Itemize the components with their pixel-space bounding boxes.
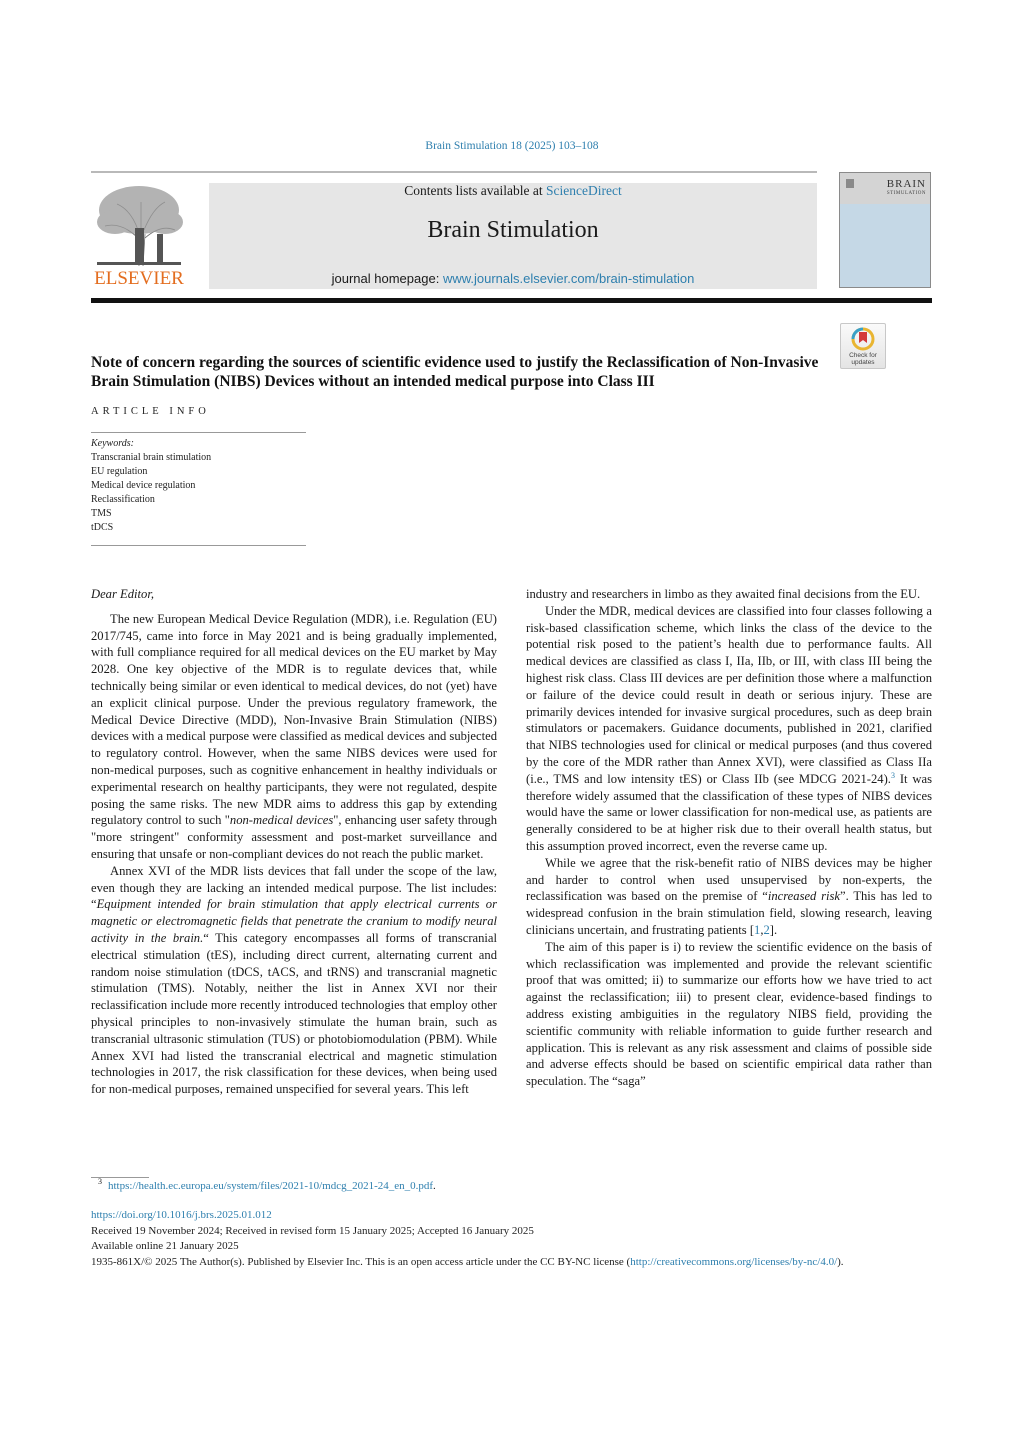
elsevier-tree-icon	[91, 182, 187, 268]
header-divider	[91, 171, 817, 173]
article-title: Note of concern regarding the sources of scientific evidence used to justify the Reclassification of Non-Invasive Brain Stimulation (NIBS) Devices without an intended medical purpose into Class III	[91, 354, 819, 390]
journal-citation-link[interactable]: Brain Stimulation 18 (2025) 103–108	[425, 140, 599, 152]
journal-cover-thumbnail[interactable]	[839, 172, 931, 288]
doi-link[interactable]: https://doi.org/10.1016/j.brs.2025.01.012	[91, 1209, 272, 1221]
paragraph: The aim of this paper is i) to review the scientific evidence on the basis of which reclassification was implemented and provide the relevant scientific proof that was omitted; ii) to summarize our efforts how we have tried to act against the reclassification; iii) to present clear, evidence-based findings to address existing ambiguities in the regulatory NIBS field, providing the scientific community with reliable information to guide further research and application. This is relevant as any risk assessment and claims of possible side and adverse effects should be based on scientific empirical data rather than speculation. The “saga”	[526, 939, 932, 1089]
cover-publisher-icon	[846, 179, 854, 188]
keywords-block	[91, 437, 211, 535]
journal-masthead	[209, 183, 817, 289]
footnote-ref-link[interactable]: 3	[890, 770, 895, 780]
journal-title: Brain Stimulation	[427, 217, 599, 243]
italic-term: non-medical devices	[229, 813, 334, 828]
journal-homepage-link[interactable]: www.journals.elsevier.com/brain-stimulation	[442, 271, 695, 286]
paragraph-text: The new European Medical Device Regulation (MDR), i.e. Regulation (EU) 2017/745, came into force in May 2021 and is being gradually implemented, with full compliance required for all medical devices on the EU market by May 2028. One key objective of the MDR is to regulate devices that, while technically being similar or even identical to medical devices, do not (yet) have an explicit clinical purpose. Under the previous regulatory framework, the Medical Device Directive (MDD), Non-Invasive Brain Stimulation (NIBS) devices with a medical purpose were classified as medical devices and subjected to regulatory control. However, when the same NIBS devices were used for non-medical purposes, such as cognitive enhancement in healthy individuals or experimental research on healthy participants, they were not regulated, despite posing the same risks. The new MDR aims to address this gap by extending regulatory control to such "	[91, 611, 497, 828]
footnote-number: 3	[98, 1177, 102, 1187]
keyword: EU regulation	[91, 466, 148, 477]
paragraph-text: It was therefore widely assumed that the classification of these types of NIBS devices would have the same or lower classification for non-medical use, as patients are generally considered to be at higher risk due to their overall health status, but this assumption proved incorrect, even the reverse came up.	[526, 771, 933, 853]
keyword: Medical device regulation	[91, 480, 196, 491]
received-dates: Received 19 November 2024; Received in revised form 15 January 2025; Accepted 16 January 2025	[91, 1224, 534, 1237]
paragraph-text: ", enhancing user safety through "more stringent" conformity assessment and post-market surveillance and ensuring that unsafe or non-compliant devices do not reach the public market.	[91, 813, 497, 861]
cover-title: BRAIN	[886, 178, 926, 190]
keyword: TMS	[91, 508, 112, 519]
crossmark-line2: updates	[851, 359, 875, 366]
paragraph-text: “ This category encompasses all forms of transcranial electrical stimulation (tES), including direct current, alternating current and random noise stimulation (tDCS, tACS, and tRNS) and transcranial magnetic stimulation (TMS). Notably, neither the list in Annex XVI nor their reclassification include more recently introduced technologies that employ other physical principles to non-invasively stimulate the human brain, such as transcranial ultrasonic stimulation (TUS) or photobiomodulation (PBM). While Annex XVI had listed the transcranial electrical and magnetic stimulation technologies in 2017, the risk classification for these devices, when being used for non-medical purposes, remained unspecified for several years. This left	[91, 930, 497, 1097]
paragraph-text: Annex XVI of the MDR lists devices that fall under the scope of the law, even though they are lacking an intended medical purpose. The list includes: “	[91, 863, 497, 912]
citation-link[interactable]: 1	[754, 922, 761, 937]
paragraph-text: ”. This has led to widespread confusion in the brain stimulation field, slowing research, leaving clinicians uncertain, and frustrating patients [	[526, 889, 933, 937]
paragraph	[91, 611, 497, 863]
masthead-divider	[91, 298, 932, 303]
crossmark-line1: Check for	[849, 352, 877, 359]
sciencedirect-link[interactable]: ScienceDirect	[546, 183, 622, 198]
license-text: 1935-861X/© 2025 The Author(s). Published by Elsevier Inc. This is an open access article under the CC BY-NC license (	[91, 1255, 631, 1268]
salutation: Dear Editor,	[91, 587, 154, 601]
article-metadata	[91, 1208, 932, 1270]
license-statement	[91, 1255, 932, 1271]
license-suffix: ).	[837, 1255, 844, 1268]
running-head[interactable]	[0, 140, 1024, 152]
paragraph-text: While we agree that the risk-benefit ratio of NIBS devices may be higher and harder to control when used unsupervised by non-experts, the reclassification was based on the premise of “	[526, 855, 932, 904]
paragraph: industry and researchers in limbo as they awaited final decisions from the EU.	[526, 587, 921, 601]
italic-term: increased risk	[767, 889, 841, 904]
check-for-updates-label	[841, 352, 885, 366]
license-link[interactable]: http://creativecommons.org/licenses/by-nc/4.0/	[630, 1255, 838, 1268]
keyword: Transcranial brain stimulation	[91, 452, 212, 463]
available-online: Available online 21 January 2025	[91, 1240, 239, 1252]
keywords-divider-bottom	[91, 545, 306, 546]
keyword: Reclassification	[91, 494, 155, 505]
italic-quote: Equipment intended for brain stimulation that apply electrical currents or magnetic or electromagnetic fields that penetrate the cranium to modify neural activity in the brain.	[91, 897, 497, 945]
crossmark-icon	[850, 326, 876, 352]
citation-link[interactable]: 2	[763, 922, 770, 937]
check-for-updates-button[interactable]	[840, 323, 886, 369]
contents-line	[209, 183, 817, 199]
body-column-left	[91, 586, 497, 1098]
paragraph	[526, 855, 932, 939]
paragraph-text: ].	[769, 922, 778, 937]
keyword: tDCS	[91, 522, 114, 533]
contents-prefix: Contents lists available at	[404, 183, 546, 198]
paragraph	[526, 603, 932, 855]
body-column-right	[526, 586, 932, 1090]
footnote	[98, 1177, 436, 1192]
publisher-logo[interactable]	[91, 182, 187, 290]
cover-subtitle: STIMULATION	[886, 191, 926, 196]
footnote-url-link[interactable]: https://health.ec.europa.eu/system/files/2021-10/mdcg_2021-24_en_0.pdf	[108, 1180, 434, 1192]
paragraph	[91, 863, 497, 1098]
keywords-divider-top	[91, 432, 306, 433]
homepage-prefix: journal homepage:	[331, 271, 443, 286]
paragraph-text: Under the MDR, medical devices are classified into four classes following a risk-based classification scheme, which links the class of the device to the potential risk posed to the patient’s health due to performance faults. All medical devices are classified as class I, IIa, IIb, or III, with class III being the highest risk class. Class III devices are per definition those where a malfunction or failure of the device could result in death or serious injury. These are primarily devices intended for invasive surgical procedures, such as deep brain stimulators or pacemakers. Guidance documents, published in 2021, clarified that NIBS technologies used for clinical or medical purposes (and thus covered by the core of the MDR rather than Annex XVI), were classified as Class IIa (i.e., TMS and low intensity tES) or Class IIb (see MDCG 2021-24).	[526, 603, 932, 786]
footnote-trailing: .	[433, 1180, 436, 1192]
publisher-wordmark: ELSEVIER	[94, 268, 184, 289]
keywords-label: Keywords:	[91, 438, 134, 449]
citation-separator: ,	[760, 922, 764, 937]
homepage-line	[209, 271, 817, 286]
article-info-heading: ARTICLE INFO	[91, 406, 210, 417]
